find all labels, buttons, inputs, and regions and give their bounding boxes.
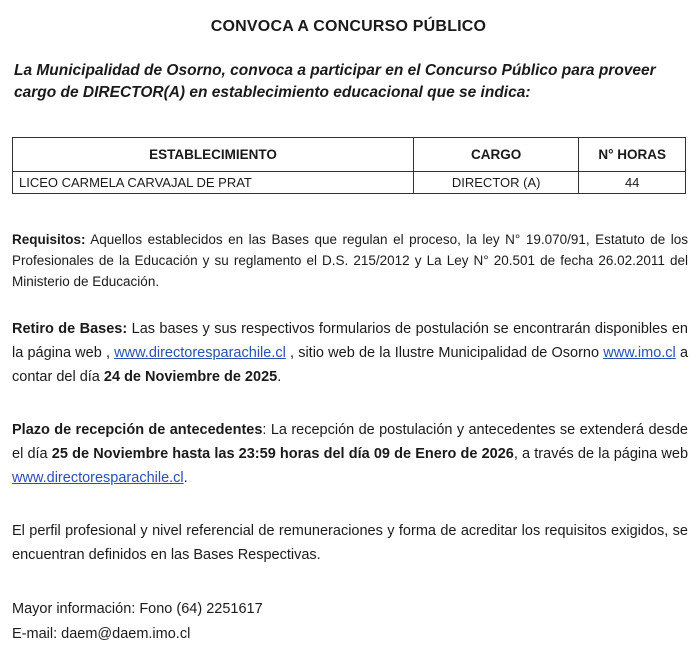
table-row [13,172,686,194]
header-establecimiento: ESTABLECIMIENTO [13,138,414,172]
header-cargo: CARGO [413,138,578,172]
plazo-directores-link[interactable]: www.directoresparachile.cl [12,470,184,486]
table-header-row [13,138,686,172]
positions-table [12,137,686,194]
retiro-paragraph [12,317,688,389]
retiro-text-1: Las bases y sus respectivos formularios de postulación se encontrarán disponibles en la página web , [12,321,688,361]
retiro-text-3: a contar del día [12,345,689,385]
requisitos-text: Aquellos establecidos en las Bases que regulan el proceso, la ley N° 19.070/91, Estatuto de los Profesionales de la Educación y su reglamento el D.S. 215/2012 y La Ley N° 20.501 de fecha 26.02.2011 del Ministerio de Educación. [12,232,688,289]
plazo-text-1: : La recepción de postulación y antecedentes se extenderá desde el día [12,422,688,462]
cell-establecimiento: LICEO CARMELA CARVAJAL DE PRAT [13,172,414,194]
cell-horas: 44 [579,172,686,194]
plazo-end: . [183,470,188,486]
intro-text: La Municipalidad de Osorno, convoca a participar en el Concurso Público para proveer cargo de DIRECTOR(A) en establecimiento educacional que se indica: [14,62,656,101]
retiro-text-2: , sitio web de la Ilustre Municipalidad de Osorno [285,345,604,361]
contact-info: Mayor información: Fono (64) 2251617 [12,601,263,617]
perfil-paragraph: El perfil profesional y nivel referencial de remuneraciones y forma de acreditar los requisitos exigidos, se encuentran definidos en las Bases Respectivas. [12,523,688,563]
plazo-label: Plazo de recepción de antecedentes [12,422,263,438]
plazo-text-2: , a través de la página web [513,446,689,462]
retiro-colon: : [122,321,128,337]
retiro-date: 24 de Noviembre de 2025 [103,369,278,385]
contact-email: E-mail: daem@daem.imo.cl [12,626,191,642]
plazo-paragraph [12,418,688,490]
header-horas: N° HORAS [579,138,686,172]
page-title: CONVOCA A CONCURSO PÚBLICO [210,18,487,35]
directores-link[interactable]: www.directoresparachile.cl [114,345,286,361]
cell-cargo: DIRECTOR (A) [413,172,578,194]
plazo-dates: 25 de Noviembre hasta las 23:59 horas del día 09 de Enero de 2026 [51,446,514,462]
imo-link[interactable]: www.imo.cl [603,345,676,361]
requisitos-label: Requisitos: [12,232,86,247]
requisitos-paragraph [12,229,688,292]
retiro-label: Retiro de Bases [12,321,123,337]
retiro-end: . [277,369,282,385]
